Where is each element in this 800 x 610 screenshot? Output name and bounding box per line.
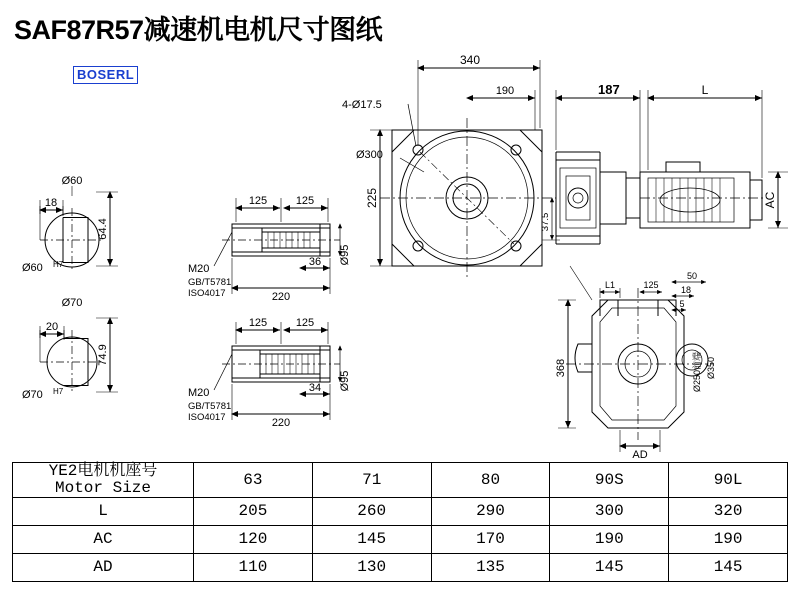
table-header-size-0: 63 <box>194 463 313 498</box>
table-row <box>13 497 788 525</box>
label-dia70-top: Ø70 <box>61 297 83 309</box>
cell-AD-90S: 145 <box>550 553 669 581</box>
label-hs-bot-m20: M20 <box>188 387 210 399</box>
row-label-AD: AD <box>13 553 194 581</box>
table-header-size-4: 90L <box>669 463 788 498</box>
cell-L-90S: 300 <box>550 497 669 525</box>
table-header-size-2: 80 <box>431 463 550 498</box>
cell-L-71: 260 <box>312 497 431 525</box>
label-bv-5: 5 <box>679 299 685 309</box>
label-hs-top-125b: 125 <box>295 195 315 207</box>
label-gear-187: 187 <box>598 82 620 97</box>
label-dia60-top: Ø60 <box>61 175 83 187</box>
label-holes: 4-Ø17.5 <box>342 99 382 111</box>
label-hs-top-dia95: Ø95 <box>339 244 351 266</box>
label-hs-top-36: 36 <box>308 256 322 268</box>
label-L1: L1 <box>604 280 616 290</box>
label-offset-375: 37.5 <box>540 212 551 232</box>
label-hs-bot-34: 34 <box>308 382 322 394</box>
cell-L-80: 290 <box>431 497 550 525</box>
motor-size-table <box>12 462 788 582</box>
label-bv-50: 50 <box>686 271 698 281</box>
gearbox-front-view <box>370 60 560 278</box>
label-height-644: 64.4 <box>97 218 109 240</box>
cell-AC-90S: 190 <box>550 525 669 553</box>
table-header-label-en: Motor Size <box>54 478 151 497</box>
cell-AD-90L: 145 <box>669 553 788 581</box>
hollow-shaft-top <box>214 198 340 294</box>
cell-L-90L: 320 <box>669 497 788 525</box>
label-height-368: 368 <box>555 358 567 378</box>
cell-AD-63: 110 <box>194 553 313 581</box>
label-pilot-dia: Ø300 <box>356 149 383 161</box>
cell-AC-90L: 190 <box>669 525 788 553</box>
label-dia70-fit: Ø70 <box>22 389 43 401</box>
label-hs-top-220: 220 <box>271 291 291 303</box>
gear-unit-side-view <box>556 90 640 244</box>
label-hs-top-125a: 125 <box>248 195 268 207</box>
label-dia70-fit-sup: H7 <box>53 387 64 396</box>
hollow-shaft-bottom <box>214 322 340 420</box>
page-title: SAF87R57减速机电机尺寸图纸 <box>14 15 383 45</box>
label-key-18: 18 <box>44 197 58 209</box>
brand-logo: BOSERL <box>73 66 138 84</box>
label-hs-top-m20: M20 <box>188 263 210 275</box>
label-height-749: 74.9 <box>97 344 109 366</box>
cell-AD-71: 130 <box>312 553 431 581</box>
label-dia60-fit: Ø60 <box>22 262 43 274</box>
label-hs-bot-125a: 125 <box>248 317 268 329</box>
table-header-size-1: 71 <box>312 463 431 498</box>
table-header-label-cn: YE2电机机座号 <box>48 462 158 480</box>
cell-AD-80: 135 <box>431 553 550 581</box>
label-hs-bot-125b: 125 <box>295 317 315 329</box>
label-dia-250: Ø250前端 <box>692 351 702 393</box>
table-header-row <box>13 463 788 498</box>
label-motor-L: L <box>701 83 709 97</box>
label-hs-top-std1: GB/T5781 <box>188 277 232 288</box>
label-dia-350: Ø350 <box>706 356 716 380</box>
cell-AC-71: 145 <box>312 525 431 553</box>
label-width-340: 340 <box>459 53 481 67</box>
table-row <box>13 525 788 553</box>
cell-AC-63: 120 <box>194 525 313 553</box>
label-hs-bot-std2: ISO4017 <box>188 412 226 423</box>
label-width-190: 190 <box>495 85 515 97</box>
label-key-20: 20 <box>45 321 59 333</box>
table-header-size-3: 90S <box>550 463 669 498</box>
label-hs-bot-220: 220 <box>271 417 291 429</box>
label-hs-bot-std1: GB/T5781 <box>188 401 232 412</box>
label-motor-AC: AC <box>763 191 777 209</box>
row-label-L: L <box>13 497 194 525</box>
label-hs-bot-dia95: Ø95 <box>339 370 351 392</box>
label-bv-125: 125 <box>643 280 659 290</box>
label-hs-top-std2: ISO4017 <box>188 288 226 299</box>
cell-AC-80: 170 <box>431 525 550 553</box>
label-bv-18: 18 <box>680 285 692 295</box>
label-dia60-fit-sup: H7 <box>53 260 64 269</box>
table-row <box>13 553 788 581</box>
row-label-AC: AC <box>13 525 194 553</box>
label-height-225: 225 <box>365 187 379 209</box>
cell-L-63: 205 <box>194 497 313 525</box>
table-header-label <box>13 463 194 498</box>
label-AD: AD <box>632 449 648 461</box>
